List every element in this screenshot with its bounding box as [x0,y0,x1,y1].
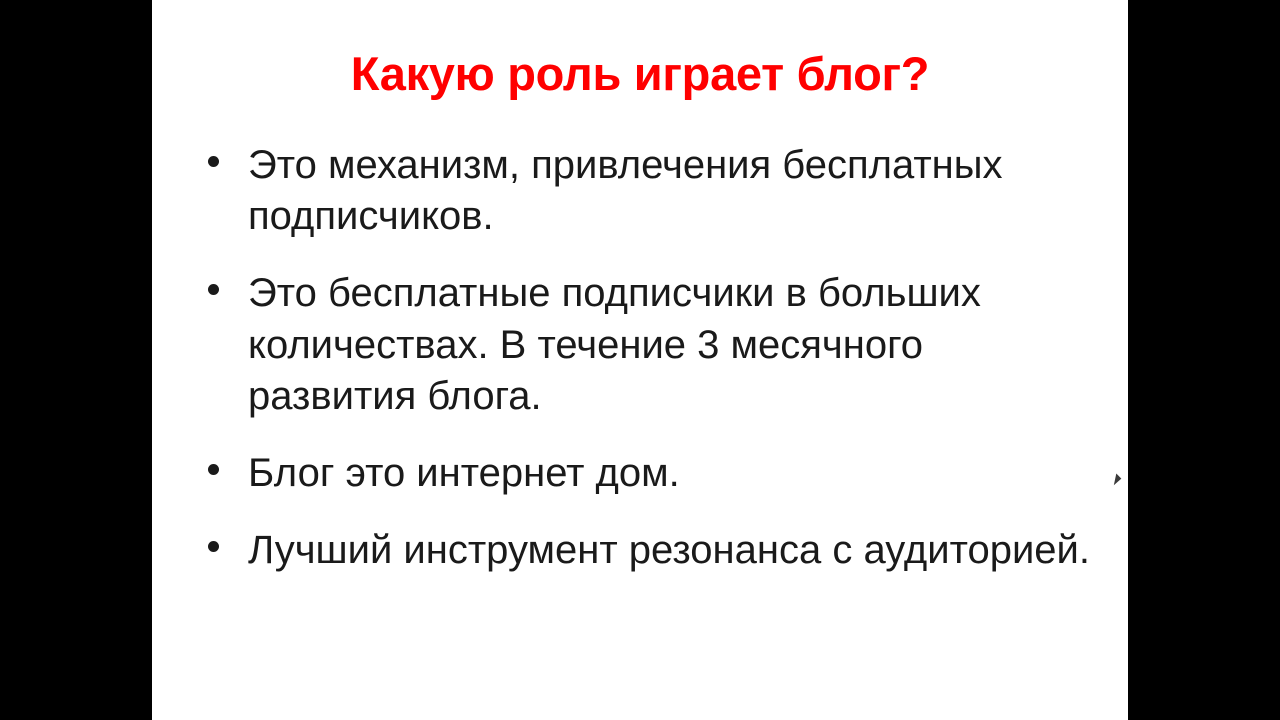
page-title: Какую роль играет блог? [350,47,930,100]
list-item-text: Лучший инструмент резонанса с аудиторией. [248,528,1091,573]
list-item [186,525,1096,576]
bullet-dot-icon [208,284,219,295]
list-item-text: Это бесплатные подписчики в больших количествах. В течение 3 месячного развития блога. [248,271,981,418]
presentation-slide [152,0,1128,720]
list-item [186,268,1096,422]
bullet-dot-icon [208,464,219,475]
list-item [186,448,1096,499]
list-item-text: Это механизм, привлечения бесплатных подписчиков. [248,143,1003,239]
list-item-text: Блог это интернет дом. [248,450,680,495]
bullet-dot-icon [208,541,219,552]
list-item [186,140,1096,242]
bullet-list [186,140,1096,602]
bullet-dot-icon [208,156,219,167]
